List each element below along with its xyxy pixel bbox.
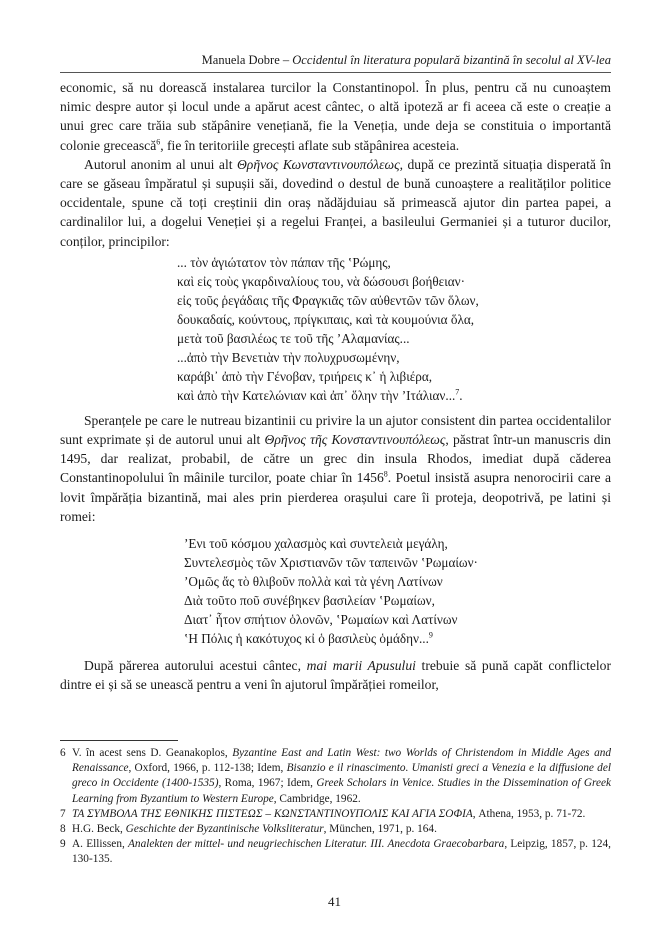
poem-1-line: δουκαδαίς, κούντους, πρίγκιπαις, καὶ τὰ κουμούνια ὅλα, <box>177 311 475 327</box>
footnote-9-text-b: , Leipzig, 1857, p. 124, 130-135. <box>72 838 611 866</box>
footnote-8-text-a: H.G. Beck, <box>72 823 126 836</box>
paragraph-3 <box>60 411 611 526</box>
footnote-ref-9: 9 <box>428 630 433 640</box>
header-title: Occidentul în literatura populară bizantină în secolul al XV-lea <box>292 53 611 67</box>
poem-1-line: εἰς τοῦς ῥεγάδαις τῆς Φραγκιᾶς τῶν αὐθεντῶν τῶν ὅλων, <box>177 292 479 308</box>
paragraph-4-text-b: trebuie să pună capăt conflictelor dintre ei și să se unească pentru a veni în ajutorul împărăției romeilor, <box>60 658 611 693</box>
paragraph-4-text-a: După părerea autorului acestui cântec, <box>84 658 307 674</box>
paragraph-2-text-b: , după ce prezintă situația disperată în care se găseau împăratul și supușii săi, dovedind o destul de bună cunoaștere a realităților politice occidentale, spune că toți creștinii din oraș nădăjduiau să primească ajutor din partea papei, a cardinalilor lui, a dogelui Veneției și a regelui Franței, a basileului Germaniei și a tuturor ducilor, conților, principilor: <box>60 156 611 249</box>
poem-1-line: ...ἀπὸ τὴν Βενετιὰν τὴν πολυχρυσωμένην, <box>177 349 400 365</box>
footnote-9-title: Analekten der mittel- und neugriechischen Literatur. III. Anecdota Graecobarbara <box>128 838 505 851</box>
footnote-6-text-b: , Oxford, 1966, p. 112-138; Idem, <box>128 762 287 775</box>
poem-2-line: Συντελεσμὸς τῶν Χριστιανῶν τῶν ταπεινῶν ʽΡωμαίων· <box>184 555 478 571</box>
paragraph-4-emphasis: mai marii Apusului <box>306 658 416 674</box>
paragraph-2-text-a: Autorul anonim al unui alt <box>84 156 237 172</box>
footnote-ref-6: 6 <box>156 137 161 147</box>
poem-quote-1 <box>177 253 611 405</box>
paragraph-1-end: , fie în teritoriile grecești aflate sub stăpânirea acesteia. <box>160 137 460 153</box>
footnote-ref-8: 8 <box>383 469 388 479</box>
poem-2-line: ʼΟμῶς ἄς τὸ θλιβοῦν πολλὰ καὶ τὰ γένη Λατίνων <box>184 574 443 590</box>
paragraph-1 <box>60 78 611 155</box>
poem-2-line-last <box>184 629 611 648</box>
footnote-6 <box>60 746 611 807</box>
footnote-7-text-b: , Athena, 1953, p. 71-72. <box>472 807 586 820</box>
footnote-separator <box>60 740 178 741</box>
paragraph-3-text-b: , păstrat într-un manuscris din 1495, dar realizat, probabil, de către un grec din insula Rhodos, imediat după căderea Constantinopolului în mâinile turcilor, poate chiar în 1456 <box>60 432 611 486</box>
footnote-6-title-2: Bisanzio e il rinascimento. Umanisti greci a Venezia e la diffusione del greco in Occidente (1400-1535) <box>72 762 611 790</box>
paragraph-4 <box>60 656 611 694</box>
paragraph-2 <box>60 155 611 251</box>
poem-1-line-last <box>177 386 611 405</box>
poem-2-line: ʼΕνι τοῦ κόσμου χαλασμὸς καὶ συντελειὰ μεγάλη, <box>184 536 448 552</box>
paragraph-1-text: economic, să nu dorească instalarea turcilor la Constantinopol. În plus, pentru că nu cunoaștem nimic despre autor și locul unde a apărut acest cântec, o altă ipoteză ar fi aceea că este o creație a unui grec care trăia sub stăpânire venețiană, fie la Veneția, unde deja se constituia o importantă colonie grecească <box>60 80 611 153</box>
poem-2-line: Διὰ τοῦτο ποῦ συνέβηκεν βασιλείαν ʽΡωμαίων, <box>184 593 435 609</box>
footnote-7-title: ΤΑ ΣΥΜΒΟΛΑ ΤΗΣ ΕΘΝΙΚΗΣ ΠΙΣΤΕΩΣ – ΚΩΝΣΤΑΝΤΙΝΟΥΠΟΛΙΣ ΚΑΙ ΑΓΙΑ ΣΟΦΙΑ <box>72 807 473 820</box>
poem-2-line-text: ʽΗ Πόλις ἡ κακότυχος κἰ ὁ βασιλεὺς ὁμάδην... <box>184 631 429 647</box>
footnote-6-title-3: Greek Scholars in Venice. Studies in the Dissemination of Greek Learning from Byzantium to Western Europe <box>72 777 612 805</box>
poem-1-line-text: καὶ ἀπὸ τὴν Κατελώνιαν καὶ ἀπ᾿ ὅλην τὴν ʼΙτάλιαν... <box>177 387 456 403</box>
poem-2-line: Διατ᾿ ἦτον σπήτιον ὁλονῶν, ʽΡωμαίων καὶ Λατίνων <box>184 612 458 628</box>
footnote-number: 9 <box>60 838 66 851</box>
footnote-8 <box>60 822 611 837</box>
footnote-6-text-c: , Roma, 1967; Idem, <box>218 777 317 790</box>
footnote-number: 6 <box>60 747 66 759</box>
footnote-text <box>72 822 611 837</box>
footnote-number: 7 <box>60 807 66 820</box>
footnotes <box>60 746 611 868</box>
footnote-text <box>72 807 611 822</box>
header-rule <box>60 72 611 73</box>
footnote-ref-7: 7 <box>455 387 460 397</box>
footnote-8-text-b: , München, 1971, p. 164. <box>323 823 437 836</box>
poem-1-end: . <box>459 387 463 403</box>
footnote-text <box>72 837 611 867</box>
poem-1-line: μετὰ τοῦ βασιλέως τε τοῦ τῆς ʼΑλαμανίας... <box>177 330 410 346</box>
body-text <box>60 78 611 694</box>
poem-1-line: καράβι᾿ ἀπὸ τὴν Γένοβαν, τριήρεις κ᾿ ἡ λιβιέρα, <box>177 368 433 384</box>
running-header <box>60 52 611 68</box>
footnote-number: 8 <box>60 823 66 836</box>
footnote-8-title: Geschichte der Byzantinische Volksliteratur <box>125 823 324 836</box>
footnote-9 <box>60 837 611 867</box>
paragraph-3-work-title: Θρῆνος τῆς Κονσταντινουπόλεως <box>264 432 446 448</box>
poem-quote-2 <box>184 534 611 648</box>
paragraph-3-text-c: . Poetul insistă asupra nenorocirii care a lovit împărăția bizantină, mai ales prin pierderea orașului care îi proteja, deopotrivă, pe latini și romei: <box>60 470 611 524</box>
paragraph-3-text-a: Speranțele pe care le nutreau bizantinii cu privire la un ajutor consistent din partea occidentalilor sunt exprimate și de autorul unui alt <box>60 412 611 448</box>
footnote-text <box>72 746 611 807</box>
header-author: Manuela Dobre – <box>201 53 293 67</box>
poem-1-line: ... τὸν ἁγιώτατον τὸν πάπαν τῆς ʽΡώμης, <box>177 254 391 270</box>
footnote-6-title-1: Byzantine East and Latin West: two Worlds of Christendom in Middle Ages and Renaissance <box>72 747 612 775</box>
page-number: 41 <box>328 894 341 909</box>
paragraph-2-work-title: Θρῆνος Κωνσταντινουπόλεως <box>236 156 400 172</box>
poem-1-line: καὶ εἰς τοὺς γκαρδιναλίους του, νὰ δώσουσι βοήθειαν· <box>177 273 466 289</box>
footnote-7 <box>60 807 611 822</box>
footnote-6-text-d: , Cambridge, 1962. <box>273 792 361 805</box>
footnote-6-text-a: V. în acest sens D. Geanakoplos, <box>72 747 233 759</box>
footnote-9-text-a: A. Ellissen, <box>72 838 129 851</box>
